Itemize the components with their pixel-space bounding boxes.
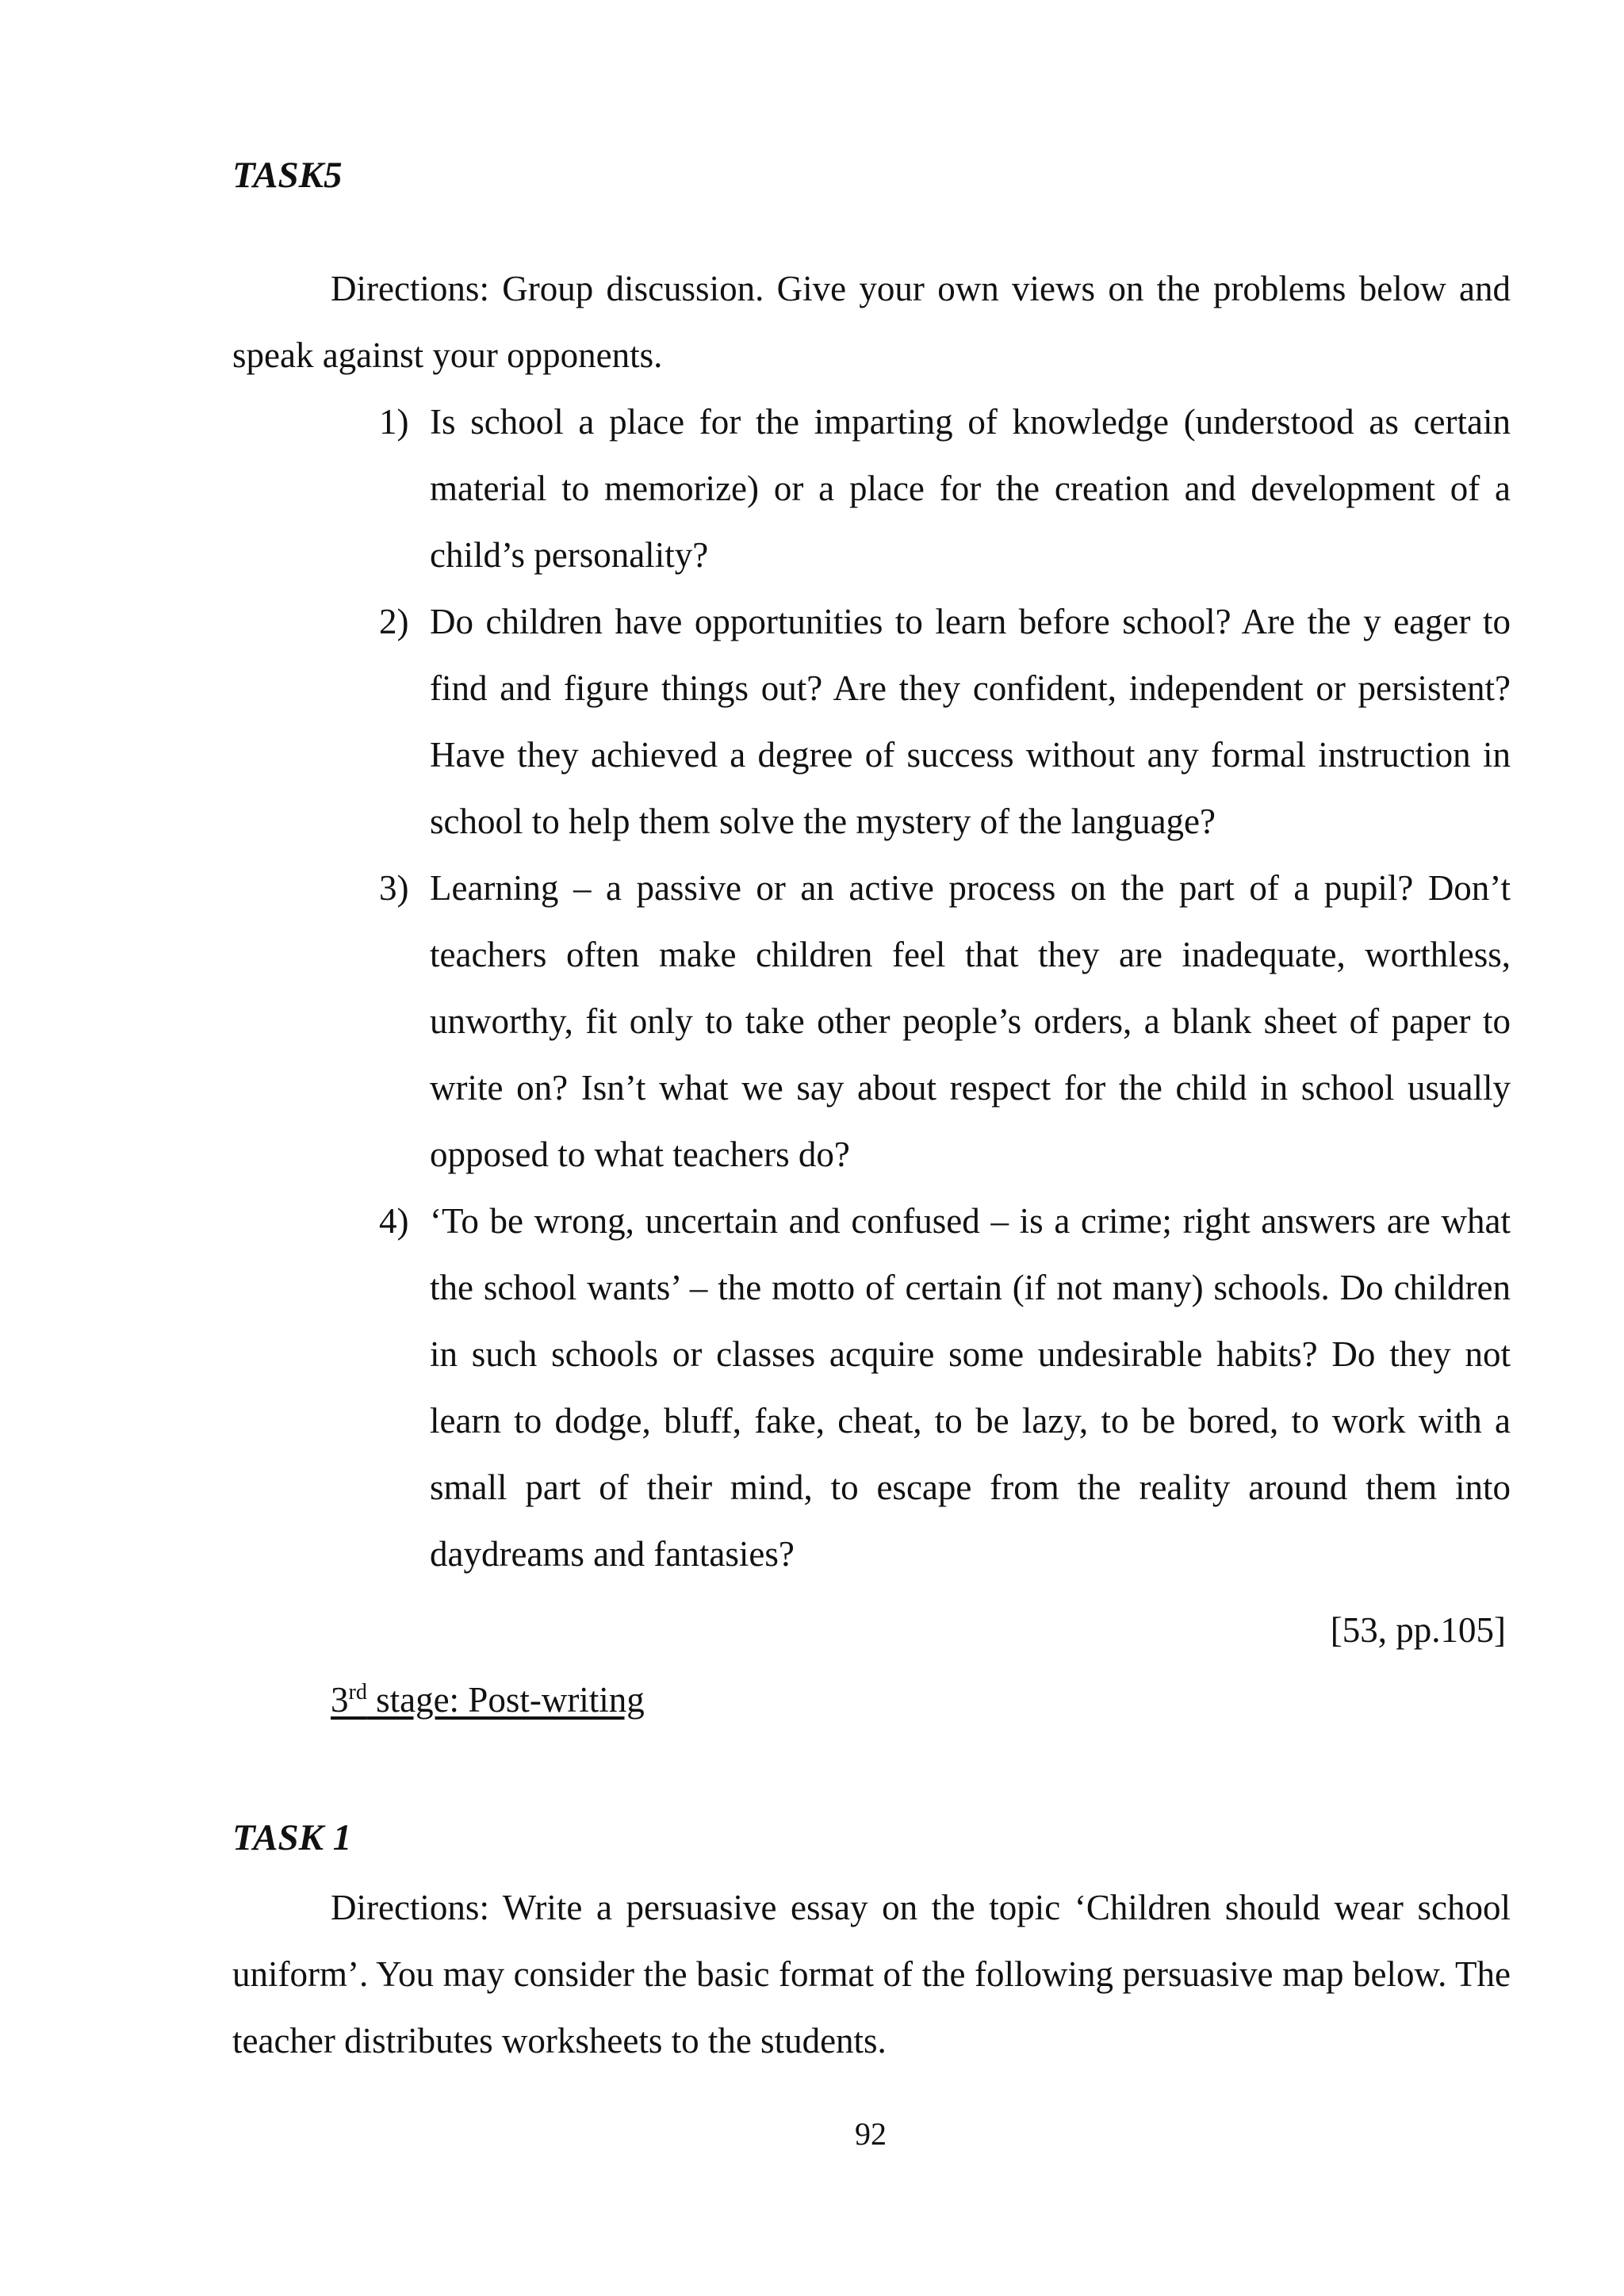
stage-number: 3 xyxy=(331,1680,349,1720)
stage-title-text: stage: Post-writing xyxy=(366,1680,645,1720)
task5-directions: Directions: Group discussion. Give your own views on the problems below and speak against your opponents. xyxy=(232,269,1511,375)
task1-directions: Directions: Write a persuasive essay on the topic ‘Children should wear school uniform’. You may consider the basic format of the following persuasive map below. The teacher distributes worksheets to the students. xyxy=(232,1888,1511,2061)
task5-heading: TASK5 xyxy=(232,155,343,196)
page-number: 92 xyxy=(855,2116,887,2152)
question-number: 4) xyxy=(379,1201,409,1241)
stage-ordinal-suffix: rd xyxy=(348,1680,367,1705)
question-text: Is school a place for the imparting of knowledge (understood as certain material to memorize) or a place for the creation and development of a child’s personality? xyxy=(430,402,1511,575)
question-item-3 xyxy=(373,855,1511,1188)
question-text: ‘To be wrong, uncertain and confused – is a crime; right answers are what the school wants’ – the motto of certain (if not many) schools. Do children in such schools or classes acquire some undesirable habits? Do they not learn to dodge, bluff, fake, cheat, to be lazy, to be bored, to work with a small part of their mind, to escape from the reality around them into daydreams and fantasies? xyxy=(430,1201,1511,1574)
question-item-4 xyxy=(373,1188,1511,1587)
source-citation: [53, pp.105] xyxy=(1330,1610,1506,1650)
question-number: 1) xyxy=(379,402,409,442)
question-text: Learning – a passive or an active process on the part of a pupil? Don’t teachers often make children feel that they are inadequate, worthless, unworthy, fit only to take other people’s orders, a blank sheet of paper to write on? Isn’t what we say about respect for the child in school usually opposed to what teachers do? xyxy=(430,868,1511,1174)
question-number: 3) xyxy=(379,868,409,908)
discussion-questions-list xyxy=(373,388,1511,1587)
stage-title xyxy=(331,1667,645,1733)
question-number: 2) xyxy=(379,602,409,641)
task1-heading: TASK 1 xyxy=(232,1817,352,1858)
question-text: Do children have opportunities to learn before school? Are the y eager to find and figure things out? Are they confident, independent or persistent? Have they achieved a degree of success without any formal instruction in school to help them solve the mystery of the language? xyxy=(430,602,1511,841)
question-item-1 xyxy=(373,388,1511,588)
question-item-2 xyxy=(373,588,1511,855)
